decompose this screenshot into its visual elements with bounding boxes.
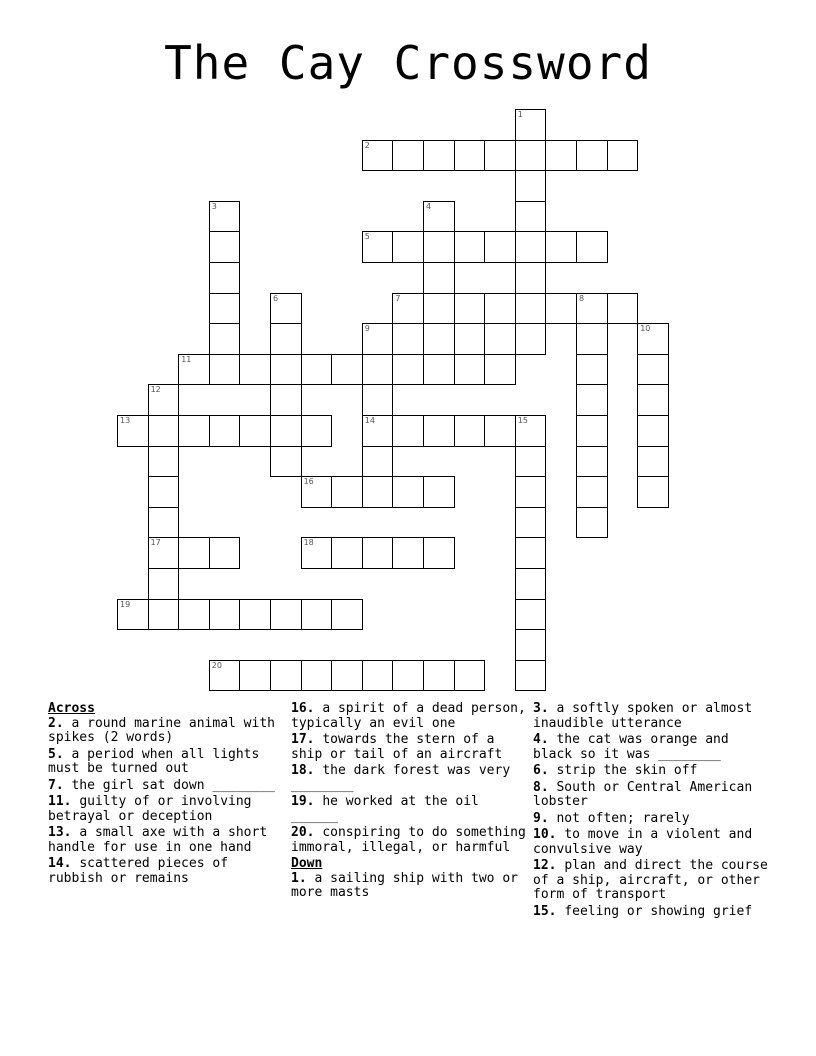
grid-cell[interactable] <box>515 170 547 202</box>
page-title: The Cay Crossword <box>164 36 652 90</box>
grid-cell[interactable] <box>423 323 455 355</box>
grid-cell[interactable] <box>331 354 363 386</box>
grid-cell[interactable] <box>209 537 241 569</box>
grid-cell[interactable] <box>454 354 486 386</box>
grid-cell[interactable] <box>209 415 241 447</box>
grid-cell[interactable] <box>362 384 394 416</box>
grid-cell[interactable] <box>178 354 210 386</box>
grid-cell[interactable] <box>515 323 547 355</box>
clue-down-1: 1. a sailing ship with two or more masts <box>291 870 518 900</box>
grid-cell[interactable] <box>239 415 271 447</box>
grid-cell[interactable] <box>362 354 394 386</box>
clue-number: 8 <box>579 293 585 303</box>
grid-cell[interactable] <box>576 446 608 478</box>
clue-number: 16 <box>303 477 314 487</box>
clue-across-11: 11. guilty of or involving betrayal or deception <box>48 794 252 824</box>
grid-cell[interactable] <box>209 354 241 386</box>
clue-number: 1 <box>517 110 523 119</box>
grid-cell[interactable] <box>362 476 394 508</box>
grid-cell[interactable] <box>454 293 486 325</box>
grid-cell[interactable] <box>454 415 486 447</box>
grid-cell[interactable] <box>515 599 547 631</box>
grid-cell[interactable] <box>484 354 516 386</box>
grid-cell[interactable] <box>515 446 547 478</box>
grid-cell[interactable] <box>331 476 363 508</box>
grid-cell[interactable] <box>270 660 302 692</box>
grid-cell[interactable] <box>392 354 424 386</box>
grid-cell[interactable] <box>423 262 455 294</box>
grid-cell[interactable] <box>484 140 516 172</box>
clue-across-5: 5. a period when all lights must be turned out <box>48 746 260 776</box>
grid-cell[interactable] <box>178 599 210 631</box>
down-heading: Down <box>291 856 323 871</box>
clue-number: 17 <box>150 538 161 548</box>
grid-cell[interactable] <box>515 629 547 661</box>
grid-cell[interactable] <box>607 293 639 325</box>
grid-cell[interactable] <box>576 415 608 447</box>
grid-cell[interactable] <box>423 231 455 263</box>
clue-number: 10 <box>640 324 651 334</box>
grid-cell[interactable] <box>454 660 486 692</box>
clue-number: 3 <box>211 201 217 211</box>
grid-cell[interactable] <box>637 384 669 416</box>
clue-down-6: 6. strip the skin off <box>533 763 698 778</box>
clue-number: 5 <box>364 232 370 242</box>
grid-cell[interactable] <box>576 140 608 172</box>
grid-cell[interactable] <box>148 415 180 447</box>
clue-number: 9 <box>364 324 370 334</box>
clue-across-19: 19. he worked at the oil ______ <box>291 794 479 824</box>
grid-cell[interactable] <box>515 140 547 172</box>
grid-cell[interactable] <box>362 323 394 355</box>
grid-cell[interactable] <box>607 140 639 172</box>
grid-cell[interactable] <box>331 599 363 631</box>
grid-cell[interactable] <box>178 415 210 447</box>
grid-cell[interactable] <box>484 231 516 263</box>
clue-number: 13 <box>120 416 131 425</box>
grid-cell[interactable] <box>423 140 455 172</box>
grid-cell[interactable] <box>270 293 302 325</box>
grid-cell[interactable] <box>117 599 149 631</box>
clue-across-20: 20. conspiring to do something immoral, illegal, or harmful <box>291 825 526 855</box>
grid-cell[interactable] <box>362 140 394 172</box>
grid-cell[interactable] <box>148 537 180 569</box>
grid-cell[interactable] <box>209 231 241 263</box>
grid-cell[interactable] <box>392 140 424 172</box>
grid-cell[interactable] <box>515 660 547 692</box>
clue-down-15: 15. feeling or showing grief <box>533 903 753 919</box>
grid-cell[interactable] <box>423 660 455 692</box>
clues-column-2 <box>291 702 527 903</box>
grid-cell[interactable] <box>515 476 547 508</box>
grid-cell[interactable] <box>209 323 241 355</box>
grid-cell[interactable] <box>423 354 455 386</box>
grid-cell[interactable] <box>454 323 486 355</box>
clue-across-13: 13. a small axe with a short handle for use in one hand <box>48 825 268 855</box>
clue-down-8: 8. South or Central American lobster <box>533 779 753 809</box>
grid-cell[interactable] <box>301 537 333 569</box>
clue-number: 20 <box>211 660 222 670</box>
grid-cell[interactable] <box>637 323 669 355</box>
grid-cell[interactable] <box>270 354 302 386</box>
clue-number: 19 <box>120 599 131 609</box>
grid-cell[interactable] <box>301 599 333 631</box>
grid-cell[interactable] <box>637 476 669 508</box>
grid-cell[interactable] <box>301 476 333 508</box>
grid-cell[interactable] <box>209 201 241 233</box>
clues-column-1 <box>48 702 284 888</box>
grid-cell[interactable] <box>515 201 547 233</box>
grid-cell[interactable] <box>637 415 669 447</box>
clue-number: 18 <box>303 538 314 548</box>
grid-cell[interactable] <box>362 660 394 692</box>
grid-cell[interactable] <box>178 537 210 569</box>
grid-cell[interactable] <box>331 660 363 692</box>
grid-cell[interactable] <box>239 599 271 631</box>
grid-cell[interactable] <box>239 354 271 386</box>
grid-cell[interactable] <box>515 293 547 325</box>
clue-number: 2 <box>364 140 370 150</box>
grid-cell[interactable] <box>117 415 149 447</box>
clue-across-14: 14. scattered pieces of rubbish or remains <box>48 856 229 886</box>
grid-cell[interactable] <box>454 140 486 172</box>
grid-cell[interactable] <box>515 231 547 263</box>
grid-cell[interactable] <box>270 446 302 478</box>
grid-cell[interactable] <box>362 537 394 569</box>
grid-cell[interactable] <box>209 660 241 692</box>
clue-number: 12 <box>150 385 161 395</box>
grid-cell[interactable] <box>515 109 547 141</box>
grid-cell[interactable] <box>362 446 394 478</box>
grid-cell[interactable] <box>545 293 577 325</box>
clue-number: 15 <box>517 416 528 425</box>
grid-cell[interactable] <box>148 599 180 631</box>
clue-down-4: 4. the cat was orange and black so it was ________ <box>533 732 729 762</box>
grid-cell[interactable] <box>423 415 455 447</box>
grid-cell[interactable] <box>148 476 180 508</box>
clue-number: 6 <box>273 293 279 303</box>
grid-cell[interactable] <box>484 323 516 355</box>
grid-cell[interactable] <box>515 262 547 294</box>
clue-down-10: 10. to move in a violent and convulsive way <box>533 827 753 857</box>
grid-cell[interactable] <box>484 415 516 447</box>
clue-down-12: 12. plan and direct the course of a ship, aircraft, or other form of transport <box>533 858 768 902</box>
grid-cell[interactable] <box>454 231 486 263</box>
grid-cell[interactable] <box>148 507 180 539</box>
grid-cell[interactable] <box>423 537 455 569</box>
grid-cell[interactable] <box>239 660 271 692</box>
grid-cell[interactable] <box>148 568 180 600</box>
grid-cell[interactable] <box>576 231 608 263</box>
clue-number: 7 <box>395 293 401 303</box>
grid-cell[interactable] <box>576 507 608 539</box>
grid-cell[interactable] <box>515 415 547 447</box>
grid-cell[interactable] <box>301 415 333 447</box>
grid-cell[interactable] <box>331 537 363 569</box>
grid-cell[interactable] <box>392 476 424 508</box>
grid-cell[interactable] <box>484 293 516 325</box>
grid-cell[interactable] <box>148 384 180 416</box>
grid-cell[interactable] <box>270 384 302 416</box>
clue-across-18: 18. the dark forest was very ________ <box>291 763 511 793</box>
clue-across-16: 16. a spirit of a dead person, typically an evil one <box>291 701 526 731</box>
grid-cell[interactable] <box>576 293 608 325</box>
grid-cell[interactable] <box>637 354 669 386</box>
clue-number: 14 <box>364 416 375 425</box>
grid-cell[interactable] <box>576 476 608 508</box>
clue-across-17: 17. towards the stern of a ship or tail of an aircraft <box>291 732 503 762</box>
grid-cell[interactable] <box>515 507 547 539</box>
grid-cell[interactable] <box>392 231 424 263</box>
grid-cell[interactable] <box>392 293 424 325</box>
grid-cell[interactable] <box>362 231 394 263</box>
grid-cell[interactable] <box>423 476 455 508</box>
grid-cell[interactable] <box>576 384 608 416</box>
grid-cell[interactable] <box>423 201 455 233</box>
grid-cell[interactable] <box>301 660 333 692</box>
clue-down-3: 3. a softly spoken or almost inaudible utterance <box>533 701 753 731</box>
grid-cell[interactable] <box>392 660 424 692</box>
clue-number: 11 <box>181 354 192 364</box>
grid-cell[interactable] <box>392 415 424 447</box>
grid-cell[interactable] <box>270 323 302 355</box>
clue-across-7: 7. the girl sat down ________ <box>48 777 275 793</box>
grid-cell[interactable] <box>545 231 577 263</box>
grid-cell[interactable] <box>209 599 241 631</box>
grid-cell[interactable] <box>270 599 302 631</box>
clue-number: 4 <box>426 201 432 211</box>
grid-cell[interactable] <box>515 537 547 569</box>
grid-cell[interactable] <box>270 415 302 447</box>
grid-cell[interactable] <box>148 446 180 478</box>
grid-cell[interactable] <box>209 262 241 294</box>
grid-cell[interactable] <box>515 568 547 600</box>
across-heading: Across <box>48 701 95 716</box>
clues-column-3 <box>533 702 769 921</box>
grid-cell[interactable] <box>637 446 669 478</box>
grid-cell[interactable] <box>576 354 608 386</box>
grid-cell[interactable] <box>301 354 333 386</box>
grid-cell[interactable] <box>576 323 608 355</box>
grid-cell[interactable] <box>545 140 577 172</box>
grid-cell[interactable] <box>392 537 424 569</box>
clue-down-9: 9. not often; rarely <box>533 810 690 826</box>
clue-across-2: 2. a round marine animal with spikes (2 words) <box>48 715 275 745</box>
grid-cell[interactable] <box>209 293 241 325</box>
grid-cell[interactable] <box>423 293 455 325</box>
grid-cell[interactable] <box>362 415 394 447</box>
